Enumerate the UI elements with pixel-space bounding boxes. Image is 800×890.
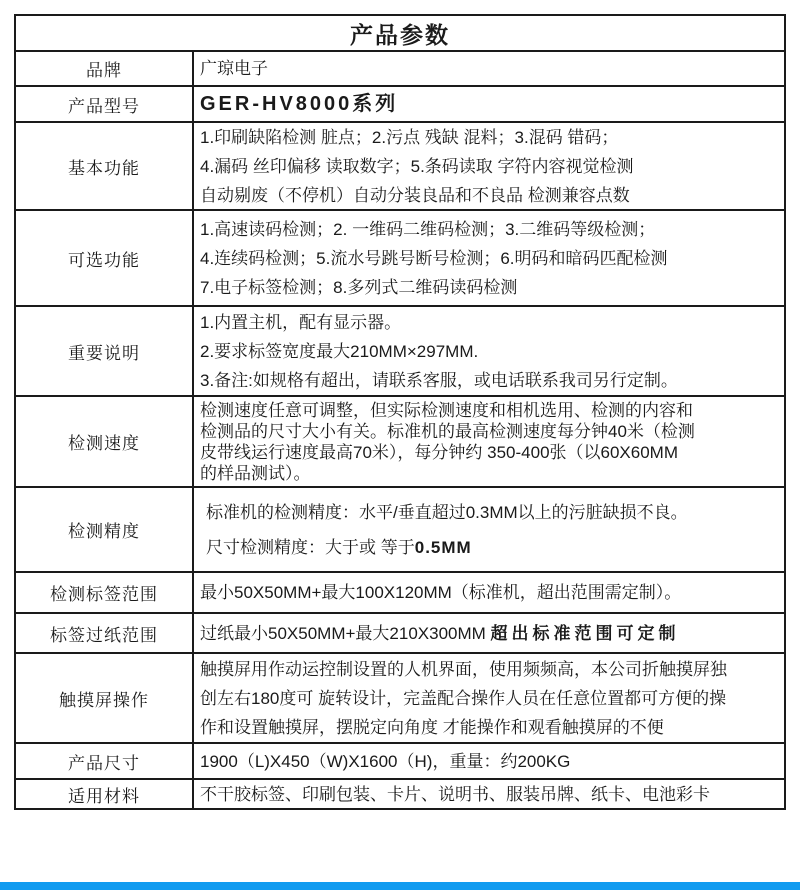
row-label: 触摸屏操作 (16, 654, 194, 742)
row-value-line: GER-HV8000系列 (200, 92, 399, 115)
row-label: 产品尺寸 (16, 744, 194, 778)
row-paper-range (16, 614, 784, 654)
row-label: 检测速度 (16, 397, 194, 486)
row-value-line: 1900（L)X450（W)X1600（H)，重量：约200KG (200, 751, 571, 771)
row-value-line: 自动剔废（不停机）自动分装良品和不良品 检测兼容点数 (200, 185, 630, 205)
row-label: 标签过纸范围 (16, 614, 194, 652)
product-spec-table (14, 14, 786, 810)
row-value-line: 皮带线运行速度最高70米），每分钟约 350-400张（以60X60MM (200, 442, 678, 462)
row-detection-speed (16, 397, 784, 488)
row-label: 品牌 (16, 52, 194, 85)
row-value-line: 检测品的尺寸大小有关。标准机的最高检测速度每分钟40米（检测 (200, 421, 695, 441)
row-label: 可选功能 (16, 211, 194, 305)
row-value-line: 2.要求标签宽度最大210MM×297MM. (200, 341, 479, 361)
row-value-line: 创左右180度可 旋转设计，完盖配合操作人员在任意位置都可方便的操 (200, 688, 727, 708)
row-label: 产品型号 (16, 87, 194, 121)
row-label: 重要说明 (16, 307, 194, 395)
row-value-line: 检测速度任意可调整，但实际检测速度和相机选用、检测的内容和 (200, 400, 693, 420)
row-model (16, 87, 784, 123)
row-touchscreen (16, 654, 784, 744)
row-detection-precision (16, 488, 784, 573)
row-value-line: 广琼电子 (200, 59, 268, 78)
precision-text: 尺寸检测精度：大于或 等于 (206, 537, 415, 557)
row-value-line: 1.印刷缺陷检测 脏点；2.污点 残缺 混料；3.混码 错码； (200, 127, 619, 147)
precision-bold-value: 0.5MM (414, 537, 472, 557)
row-value-line: 7.电子标签检测；8.多列式二维码读码检测 (200, 277, 518, 297)
row-product-size (16, 744, 784, 780)
bottom-accent-bar (0, 882, 800, 890)
row-value-line (206, 530, 780, 565)
paper-range-text: 过纸最小50X50MM+最大210X300MM (200, 623, 491, 643)
row-label-range (16, 573, 784, 614)
row-label: 检测标签范围 (16, 573, 194, 612)
page-title: 产品参数 (16, 16, 784, 52)
row-value-line: 作和设置触摸屏，摆脱定向角度 才能操作和观看触摸屏的不便 (200, 717, 664, 737)
row-basic-functions (16, 123, 784, 211)
row-label: 适用材料 (16, 780, 194, 808)
row-value-line: 4.连续码检测；5.流水号跳号断号检测；6.明码和暗码匹配检测 (200, 248, 668, 268)
row-value-line: 不干胶标签、印刷包装、卡片、说明书、服装吊牌、纸卡、电池彩卡 (200, 784, 710, 804)
row-optional-functions (16, 211, 784, 307)
row-important-notes (16, 307, 784, 397)
paper-range-bold: 超出标准范围可定制 (490, 623, 680, 643)
row-value-line: 标准机的检测精度：水平/垂直超过0.3MM以上的污脏缺损不良。 (206, 502, 688, 522)
row-value-line: 4.漏码 丝印偏移 读取数字；5.条码读取 字符内容视觉检测 (200, 156, 634, 176)
row-brand (16, 52, 784, 87)
row-label: 基本功能 (16, 123, 194, 209)
row-value-line: 最小50X50MM+最大100X120MM（标准机，超出范围需定制）。 (200, 583, 682, 602)
row-materials (16, 780, 784, 808)
row-value-line: 1.高速读码检测；2. 一维码二维码检测；3.二维码等级检测； (200, 219, 656, 239)
row-value-line: 的样品测试）。 (200, 463, 311, 483)
row-value-line: 触摸屏用作动运控制设置的人机界面，使用频频高，本公司折触摸屏独 (200, 659, 727, 679)
row-value-line: 1.内置主机，配有显示器。 (200, 312, 402, 332)
row-value-line (200, 619, 780, 648)
row-label: 检测精度 (16, 488, 194, 571)
row-value-line: 3.备注:如规格有超出，请联系客服，或电话联系我司另行定制。 (200, 370, 678, 390)
